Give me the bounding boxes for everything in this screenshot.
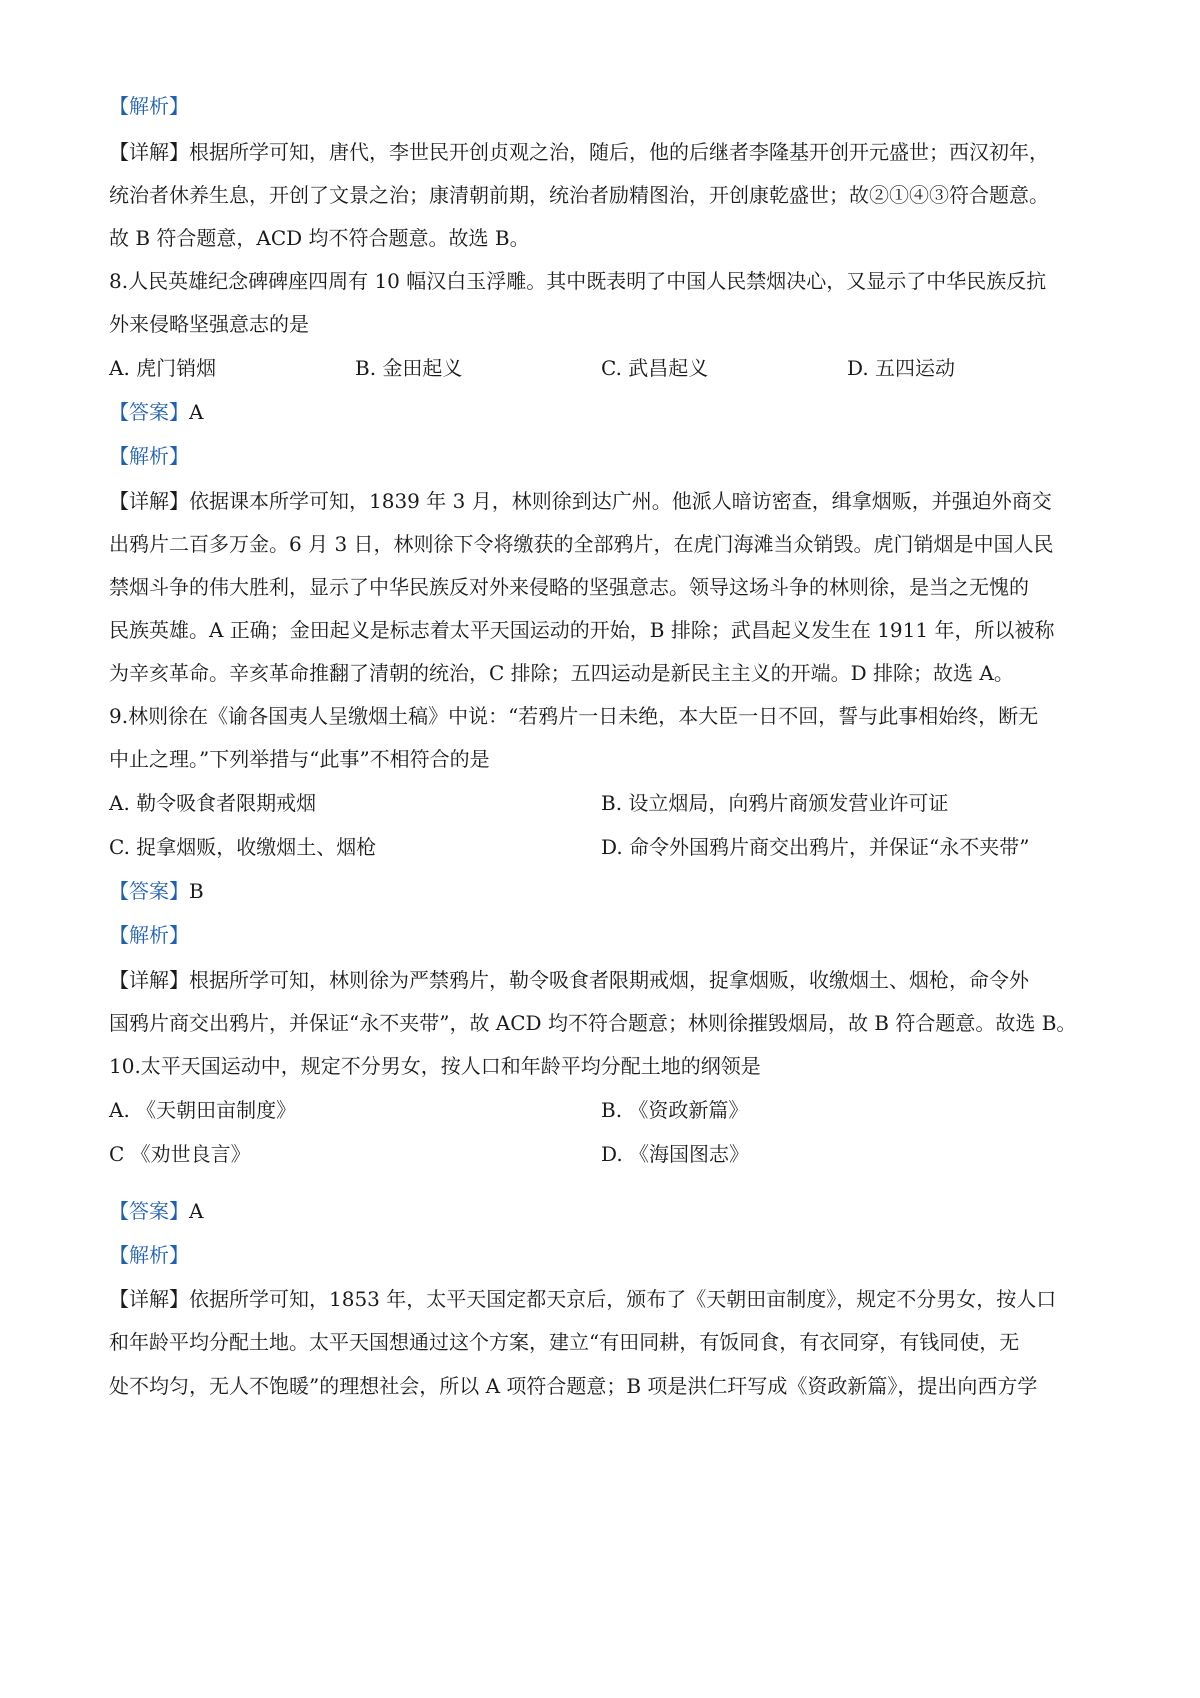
detail-text: 禁烟斗争的伟大胜利，显示了中华民族反对外来侵略的坚强意志。领导这场斗争的林则徐，是当之无愧的 (109, 575, 1029, 599)
question-8-option-a: A. 虎门销烟 (109, 356, 217, 380)
detail-paragraph-line (109, 138, 1109, 166)
detail-text: 根据所学可知，林则徐为严禁鸦片，勒令吸食者限期戒烟，捉拿烟贩，收缴烟土、烟枪，命令外 (189, 968, 1029, 992)
question-10-detail (109, 1285, 1109, 1313)
detail-label: 【详解】 (109, 489, 189, 513)
analysis-label: 【解析】 (109, 923, 189, 947)
question-9-stem: 9.林则徐在《谕各国夷人呈缴烟土稿》中说：“若鸦片一日未绝，本大臣一日不回，誓与此事相始终，断无 (109, 704, 1039, 728)
detail-text: 依据课本所学可知，1839 年 3 月，林则徐到达广州。他派人暗访密查，缉拿烟贩，并强迫外商交 (189, 489, 1052, 513)
question-9-stem: 中止之理。”下列举措与“此事”不相符合的是 (109, 747, 490, 771)
question-8-option-c: C. 武昌起义 (601, 356, 709, 380)
question-10-option-d: D. 《海国图志》 (601, 1142, 750, 1166)
question-8-stem: 8.人民英雄纪念碑碑座四周有 10 幅汉白玉浮雕。其中既表明了中国人民禁烟决心，又显示了中华民族反抗 (109, 269, 1047, 293)
question-8-option-d: D. 五四运动 (847, 356, 956, 380)
question-9-option-a: A. 勒令吸食者限期戒烟 (109, 791, 317, 815)
question-10-option-a: A. 《天朝田亩制度》 (109, 1098, 297, 1122)
answer-value: A (189, 1199, 204, 1223)
answer-label: 【答案】 (109, 1199, 189, 1223)
question-8-option-b: B. 金田起义 (355, 356, 463, 380)
detail-label: 【详解】 (109, 1287, 189, 1311)
detail-text: 为辛亥革命。辛亥革命推翻了清朝的统治，C 排除；五四运动是新民主主义的开端。D 排除；故选 A。 (109, 661, 1014, 685)
question-8-answer (109, 398, 1109, 426)
answer-value: A (189, 400, 204, 424)
detail-text: 根据所学可知，唐代，李世民开创贞观之治，随后，他的后继者李隆基开创开元盛世；西汉初年， (189, 140, 1049, 164)
detail-label: 【详解】 (109, 140, 189, 164)
answer-label: 【答案】 (109, 879, 189, 903)
answer-value: B (189, 879, 204, 903)
question-9-option-c: C. 捉拿烟贩，收缴烟土、烟枪 (109, 835, 377, 859)
detail-text: 和年龄平均分配土地。太平天国想通过这个方案，建立“有田同耕，有饭同食，有衣同穿，有钱同使，无 (109, 1330, 1020, 1354)
answer-label: 【答案】 (109, 400, 189, 424)
question-10-stem: 10.太平天国运动中，规定不分男女，按人口和年龄平均分配土地的纲领是 (109, 1054, 761, 1078)
detail-text: 国鸦片商交出鸦片，并保证“永不夹带”，故 ACD 均不符合题意；林则徐摧毁烟局，故 B 符合题意。故选 B。 (109, 1011, 1077, 1035)
detail-label: 【详解】 (109, 968, 189, 992)
question-10-option-b: B. 《资政新篇》 (601, 1098, 749, 1122)
analysis-label: 【解析】 (109, 94, 189, 118)
question-9-option-b: B. 设立烟局，向鸦片商颁发营业许可证 (601, 791, 949, 815)
analysis-label: 【解析】 (109, 444, 189, 468)
question-8-detail (109, 487, 1109, 515)
detail-text: 出鸦片二百多万金。6 月 3 日，林则徐下令将缴获的全部鸦片，在虎门海滩当众销毁。虎门销烟是中国人民 (109, 532, 1054, 556)
question-10-option-c: C 《劝世良言》 (109, 1142, 251, 1166)
question-9-answer (109, 877, 1109, 905)
analysis-label: 【解析】 (109, 1243, 189, 1267)
question-10-answer (109, 1197, 1109, 1225)
detail-text: 民族英雄。A 正确；金田起义是标志着太平天国运动的开始，B 排除；武昌起义发生在 1911 年，所以被称 (109, 618, 1055, 642)
detail-text: 故 B 符合题意，ACD 均不符合题意。故选 B。 (109, 226, 530, 250)
detail-text: 处不均匀，无人不饱暖”的理想社会，所以 A 项符合题意；B 项是洪仁玕写成《资政新篇》，提出向西方学 (109, 1374, 1038, 1398)
detail-text: 统治者休养生息，开创了文景之治；康清朝前期，统治者励精图治，开创康乾盛世；故②①④③符合题意。 (109, 183, 1049, 207)
question-8-stem: 外来侵略坚强意志的是 (109, 312, 309, 336)
question-9-option-d: D. 命令外国鸦片商交出鸦片，并保证“永不夹带” (601, 835, 1030, 859)
question-9-detail (109, 966, 1109, 994)
detail-text: 依据所学可知，1853 年，太平天国定都天京后，颁布了《天朝田亩制度》，规定不分男女，按人口 (189, 1287, 1057, 1311)
